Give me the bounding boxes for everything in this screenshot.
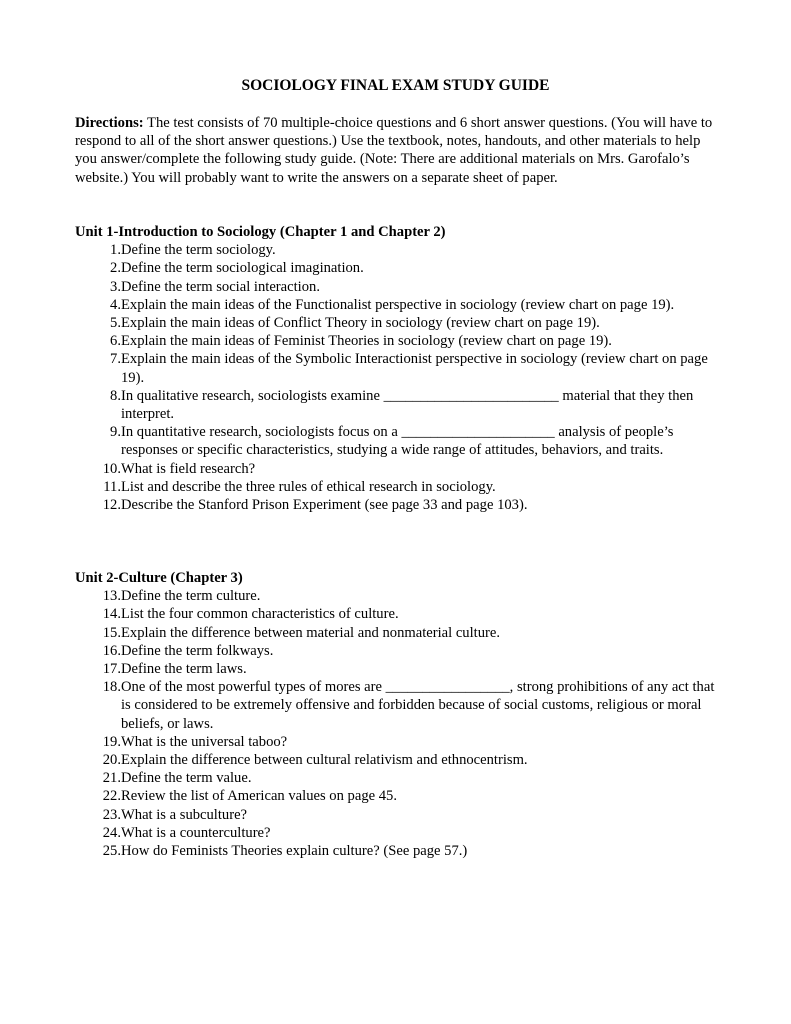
question-item — [75, 787, 725, 805]
question-text: Define the term sociological imagination. — [121, 260, 364, 277]
question-number: 5. — [110, 315, 121, 332]
page-title: SOCIOLOGY FINAL EXAM STUDY GUIDE — [241, 77, 550, 94]
question-text: How do Feminists Theories explain culture? (See page 57.) — [121, 843, 468, 860]
question-number: 23. — [102, 806, 121, 823]
question-text: What is a subculture? — [121, 806, 248, 823]
question-item — [75, 605, 725, 623]
question-item — [75, 296, 725, 314]
question-number: 22. — [102, 788, 121, 805]
question-number: 8. — [110, 387, 121, 404]
question-item — [75, 460, 725, 478]
question-text: In quantitative research, sociologists focus on a _____________________ analysis of people’s responses or specific characteristics, studying a wide range of attitudes, behaviors, and traits. — [121, 424, 674, 459]
unit-1-section — [75, 223, 725, 514]
question-number: 13. — [102, 588, 121, 605]
question-text: Explain the difference between material and nonmaterial culture. — [121, 624, 500, 641]
question-text: Explain the main ideas of the Functionalist perspective in sociology (review chart on page 19). — [121, 296, 675, 313]
unit-2-section — [75, 569, 725, 860]
question-number: 3. — [110, 278, 121, 295]
question-text: Explain the main ideas of the Symbolic Interactionist perspective in sociology (review chart on page 19). — [121, 351, 708, 386]
question-text: In qualitative research, sociologists examine ________________________ material that they then interpret. — [121, 387, 694, 423]
question-item — [75, 423, 725, 459]
question-text: Review the list of American values on page 45. — [121, 788, 397, 805]
question-text: Explain the difference between cultural relativism and ethnocentrism. — [121, 752, 528, 769]
question-number: 25. — [102, 843, 121, 860]
question-number: 6. — [110, 333, 121, 350]
question-text: One of the most powerful types of mores are _________________, strong prohibitions of any act that is considered to be extremely offensive and forbidden because of social customs, religious or moral beliefs, or laws. — [121, 679, 715, 732]
question-number: 20. — [102, 752, 121, 769]
question-number: 17. — [102, 661, 121, 678]
unit-1-title: Unit 1-Introduction to Sociology (Chapter 1 and Chapter 2) — [75, 224, 446, 240]
question-item — [75, 824, 725, 842]
question-number: 11. — [103, 478, 121, 495]
question-text: List and describe the three rules of ethical research in sociology. — [121, 478, 496, 495]
question-number: 12. — [102, 497, 121, 514]
question-item — [75, 478, 725, 496]
question-number: 10. — [102, 460, 121, 477]
question-number: 14. — [102, 606, 121, 623]
question-item — [75, 278, 725, 296]
question-item — [75, 259, 725, 277]
directions-text: The test consists of 70 multiple-choice questions and 6 short answer questions. (You will have to respond to all of the short answer questions.) Use the textbook, notes, handouts, and other materials to help you answer/complete the following study guide. (Note: There are additional materials on Mrs. Garofalo’s website.) You will probably want to write the answers on a separate sheet of paper. — [75, 115, 713, 186]
unit-2-title: Unit 2-Culture (Chapter 3) — [75, 570, 243, 586]
question-number: 16. — [102, 642, 121, 659]
question-item — [75, 624, 725, 642]
question-text: List the four common characteristics of culture. — [121, 606, 399, 623]
question-item — [75, 587, 725, 605]
question-text: Define the term folkways. — [121, 642, 274, 659]
question-number: 4. — [110, 296, 121, 313]
question-text: Define the term sociology. — [121, 242, 276, 259]
question-item — [75, 678, 725, 733]
question-item — [75, 806, 725, 824]
question-text: Define the term laws. — [121, 661, 247, 678]
question-text: What is the universal taboo? — [121, 733, 288, 750]
question-text: Define the term social interaction. — [121, 278, 320, 295]
question-item — [75, 733, 725, 751]
question-number: 18. — [102, 679, 121, 696]
unit-1-question-list — [75, 241, 725, 514]
question-item — [75, 387, 725, 423]
question-number: 21. — [102, 770, 121, 787]
question-number: 2. — [110, 260, 121, 277]
question-item — [75, 350, 725, 386]
question-number: 1. — [110, 242, 121, 259]
directions-paragraph — [75, 114, 725, 187]
question-item — [75, 241, 725, 259]
question-number: 7. — [110, 351, 121, 368]
question-text: Define the term culture. — [121, 588, 261, 605]
question-item — [75, 660, 725, 678]
unit-2-question-list — [75, 587, 725, 860]
question-item — [75, 751, 725, 769]
question-number: 15. — [102, 624, 121, 641]
directions-label: Directions: — [75, 115, 144, 131]
question-number: 19. — [102, 733, 121, 750]
question-text: Define the term value. — [121, 770, 252, 787]
question-number: 24. — [102, 824, 121, 841]
question-item — [75, 842, 725, 860]
question-item — [75, 769, 725, 787]
question-text: What is field research? — [121, 460, 256, 477]
question-item — [75, 642, 725, 660]
question-item — [75, 496, 725, 514]
question-text: What is a counterculture? — [121, 824, 271, 841]
question-text: Explain the main ideas of Conflict Theory in sociology (review chart on page 19). — [121, 315, 600, 332]
question-item — [75, 332, 725, 350]
question-number: 9. — [110, 424, 121, 441]
question-text: Describe the Stanford Prison Experiment (see page 33 and page 103). — [121, 497, 528, 514]
question-text: Explain the main ideas of Feminist Theories in sociology (review chart on page 19). — [121, 333, 612, 350]
question-item — [75, 314, 725, 332]
